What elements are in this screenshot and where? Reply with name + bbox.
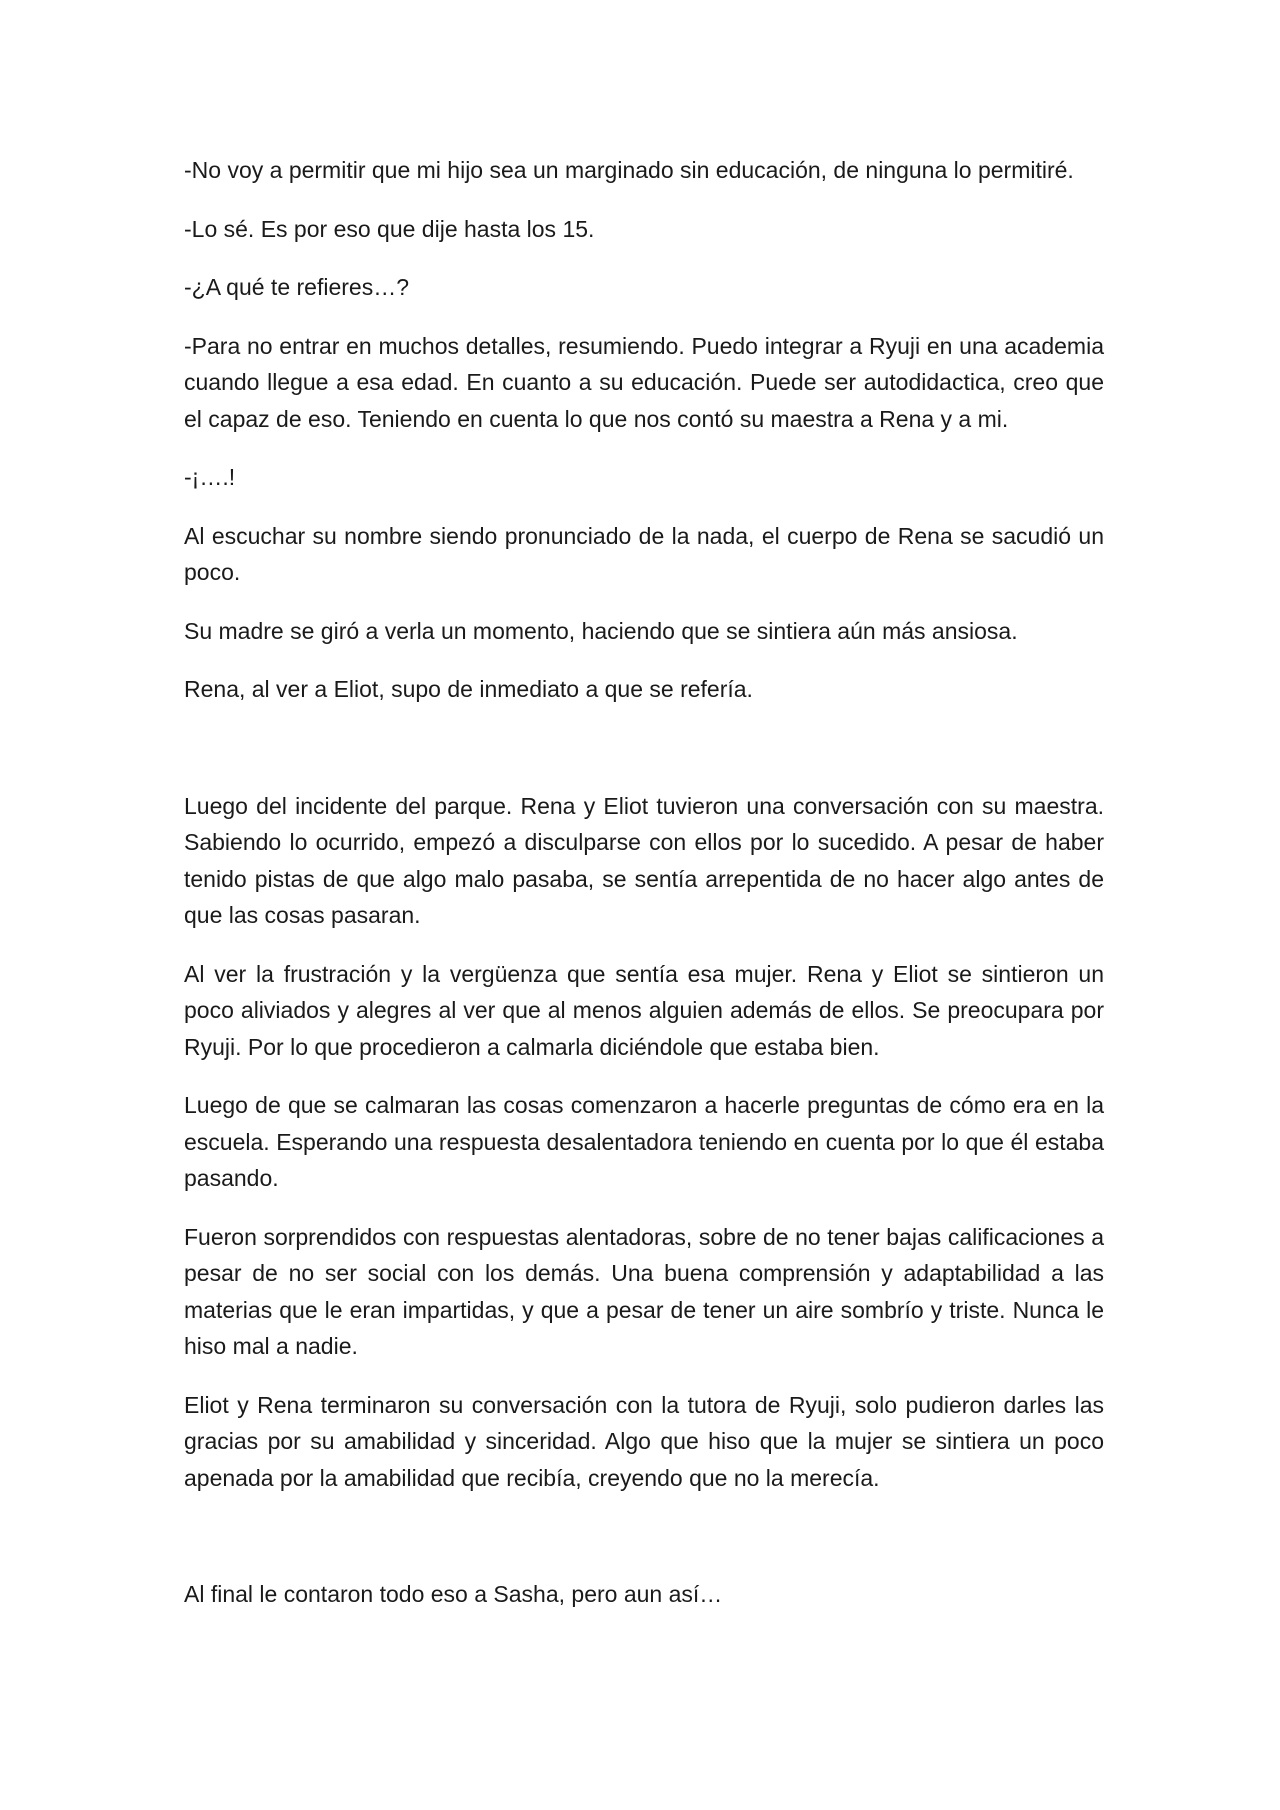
narrative-paragraph: Fueron sorprendidos con respuestas alentadoras, sobre de no tener bajas calificaciones a pesar de no ser social con los demás. Una buena comprensión y adaptabilidad a las materias que le eran impartidas, y que a pesar de tener un aire sombrío y triste. Nunca le hiso mal a nadie. [184,1223,1104,1359]
dialogue-paragraph: -Para no entrar en muchos detalles, resumiendo. Puedo integrar a Ryuji en una academia cuando llegue a esa edad. En cuanto a su educación. Puede ser autodidactica, creo que el capaz de eso. Teniendo en cuenta lo que nos contó su maestra a Rena y a mi. [184,332,1104,432]
dialogue-line: -¿A qué te refieres…? [184,274,409,300]
narrative-paragraph: Luego del incidente del parque. Rena y Eliot tuvieron una conversación con su maestra. Sabiendo lo ocurrido, empezó a disculparse con ellos por lo sucedido. A pesar de haber tenido pistas de que algo malo pasaba, se sentía arrepentida de no hacer algo antes de que las cosas pasaran. [184,792,1104,928]
dialogue-line: -Lo sé. Es por eso que dije hasta los 15. [184,215,595,242]
narrative-paragraph: Luego de que se calmaran las cosas comenzaron a hacerle preguntas de cómo era en la escuela. Esperando una respuesta desalentadora teniendo en cuenta por lo que él estaba pasando. [184,1092,1104,1191]
narrative-paragraph: Su madre se giró a verla un momento, haciendo que se sintiera aún más ansiosa. [184,617,1018,644]
narrative-paragraph: Rena, al ver a Eliot, supo de inmediato a que se refería. [184,676,753,702]
narrative-paragraph: Eliot y Rena terminaron su conversación con la tutora de Ryuji, solo pudieron darles las gracias por su amabilidad y sinceridad. Algo que hiso que la mujer se sintiera un poco apenada por la amabilidad que recibía, creyendo que no la merecía. [184,1391,1104,1491]
narrative-paragraph: Al escuchar su nombre siendo pronunciado de la nada, el cuerpo de Rena se sacudió un poco. [184,522,1104,585]
section-break [184,1518,1104,1576]
narrative-paragraph: Al ver la frustración y la vergüenza que sentía esa mujer. Rena y Eliot se sintieron un poco aliviados y alegres al ver que al menos alguien además de ellos. Se preocupara por Ryuji. Por lo que procedieron a calmarla diciéndole que estaba bien. [184,960,1104,1060]
dialogue-line: -¡….! [184,464,236,490]
closing-line: Al final le contaron todo eso a Sasha, pero aun así… [184,1581,723,1607]
dialogue-line: -No voy a permitir que mi hijo sea un marginado sin educación, de ninguna lo permitiré. [184,157,1074,183]
document-body [184,152,1104,1635]
section-break [184,730,1104,788]
